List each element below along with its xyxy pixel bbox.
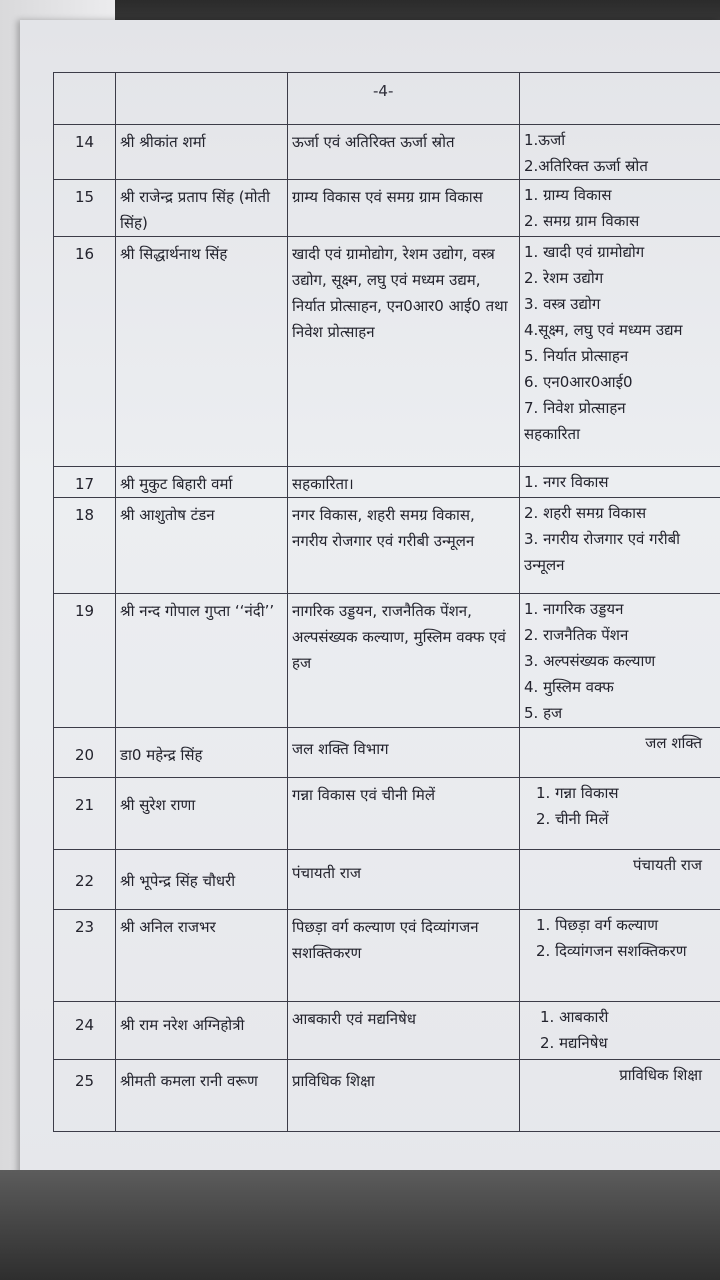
portfolio-item: 6. एन0आर0आई0 [524,373,633,391]
portfolio-list [520,125,720,180]
department: सहकारिता। [288,467,520,498]
portfolio-list [520,594,720,728]
portfolio-item: 3. नगरीय रोजगार एवं गरीबी उन्मूलन [524,530,681,574]
portfolio-list [520,778,720,850]
minister-name: श्री सुरेश राणा [116,778,288,850]
table-row [54,1060,720,1132]
serial-number: 14 [54,125,116,180]
minister-name: श्री नन्द गोपाल गुप्ता ‘‘नंदी’’ [116,594,288,728]
minister-name: श्री अनिल राजभर [116,910,288,1002]
table-row [54,180,720,237]
portfolio-item: 2.अतिरिक्त ऊर्जा स्रोत [524,157,648,175]
serial-number: 23 [54,910,116,1002]
department: प्राविधिक शिक्षा [288,1060,520,1132]
portfolio-list [520,467,720,498]
portfolio-item: 2. रेशम उद्योग [524,269,604,287]
department: नागरिक उड्डयन, राजनैतिक पेंशन, अल्पसंख्यक कल्याण, मुस्लिम वक्फ एवं हज [288,594,520,728]
portfolio-item: 1. आबकारी [540,1008,609,1026]
department: नगर विकास, शहरी समग्र विकास, नगरीय रोजगार एवं गरीबी उन्मूलन [288,498,520,594]
portfolio-list [520,1060,720,1132]
department: ग्राम्य विकास एवं समग्र ग्राम विकास [288,180,520,237]
portfolio-item: 2. राजनैतिक पेंशन [524,626,629,644]
serial-number: 19 [54,594,116,728]
minister-name: श्री मुकुट बिहारी वर्मा [116,467,288,498]
portfolio-list [520,850,720,910]
serial-number: 20 [54,728,116,778]
portfolio-item: 1. ग्राम्य विकास [524,186,612,204]
portfolio-list [520,1002,720,1060]
table-row [54,910,720,1002]
department: आबकारी एवं मद्यनिषेध [288,1002,520,1060]
portfolio-item: 3. वस्त्र उद्योग [524,295,601,313]
background-bottom [0,1170,720,1280]
portfolio-item: 2. दिव्यांगजन सशक्तिकरण [536,942,687,960]
serial-number: 24 [54,1002,116,1060]
portfolio-list [520,498,720,594]
portfolio-item: 2. समग्र ग्राम विकास [524,212,640,230]
department: गन्ना विकास एवं चीनी मिलें [288,778,520,850]
table-row [54,594,720,728]
minister-name: श्री राम नरेश अग्निहोत्री [116,1002,288,1060]
portfolio-item: 1.ऊर्जा [524,131,566,149]
portfolio-item: जल शक्ति [645,734,702,752]
portfolio-list [520,910,720,1002]
portfolio-list [520,180,720,237]
serial-number: 25 [54,1060,116,1132]
page-number: -4- [373,82,394,100]
table-row [54,125,720,180]
table-row [54,778,720,850]
portfolio-item: 1. खादी एवं ग्रामोद्योग [524,243,645,261]
portfolio-item: 5. निर्यात प्रोत्साहन [524,347,629,365]
department: पिछड़ा वर्ग कल्याण एवं दिव्यांगजन सशक्तिकरण [288,910,520,1002]
table-row [54,498,720,594]
minister-name: श्री आशुतोष टंडन [116,498,288,594]
portfolio-item: 1. नगर विकास [524,473,609,491]
portfolio-item: 5. हज [524,704,563,722]
department: जल शक्ति विभाग [288,728,520,778]
serial-number: 21 [54,778,116,850]
portfolio-list [520,728,720,778]
portfolio-item: 1. नागरिक उड्डयन [524,600,624,618]
table-row [54,467,720,498]
portfolio-item: 1. पिछड़ा वर्ग कल्याण [536,916,659,934]
serial-number: 22 [54,850,116,910]
minister-name: श्रीमती कमला रानी वरूण [116,1060,288,1132]
minister-name: श्री सिद्धार्थनाथ सिंह [116,237,288,467]
portfolio-item: 3. अल्पसंख्यक कल्याण [524,652,656,670]
portfolio-item: 4.सूक्ष्म, लघु एवं मध्यम उद्यम [524,321,683,339]
portfolio-item: सहकारिता [524,425,580,443]
table-row [54,237,720,467]
minister-name: श्री राजेन्द्र प्रताप सिंह (मोती सिंह) [116,180,288,237]
portfolio-item: 2. चीनी मिलें [536,810,609,828]
portfolio-item: 2. मद्यनिषेध [540,1034,608,1052]
serial-number: 15 [54,180,116,237]
portfolio-item: 2. शहरी समग्र विकास [524,504,647,522]
portfolio-list [520,237,720,467]
serial-number: 17 [54,467,116,498]
table-row [54,728,720,778]
minister-portfolio-table [53,72,720,1132]
department: ऊर्जा एवं अतिरिक्त ऊर्जा स्रोत [288,125,520,180]
serial-number: 18 [54,498,116,594]
department: पंचायती राज [288,850,520,910]
minister-name: डा0 महेन्द्र सिंह [116,728,288,778]
portfolio-item: 7. निवेश प्रोत्साहन [524,399,626,417]
portfolio-item: 1. गन्ना विकास [536,784,619,802]
portfolio-item: प्राविधिक शिक्षा [619,1066,702,1084]
portfolio-item: 4. मुस्लिम वक्फ [524,678,614,696]
portfolio-item: पंचायती राज [633,856,702,874]
serial-number: 16 [54,237,116,467]
table-row [54,1002,720,1060]
table-row [54,850,720,910]
minister-name: श्री श्रीकांत शर्मा [116,125,288,180]
minister-name: श्री भूपेन्द्र सिंह चौधरी [116,850,288,910]
department: खादी एवं ग्रामोद्योग, रेशम उद्योग, वस्त्र उद्योग, सूक्ष्म, लघु एवं मध्यम उद्यम, निर्यात प्रोत्साहन, एन0आर0 आई0 तथा निवेश प्रोत्साहन [288,237,520,467]
